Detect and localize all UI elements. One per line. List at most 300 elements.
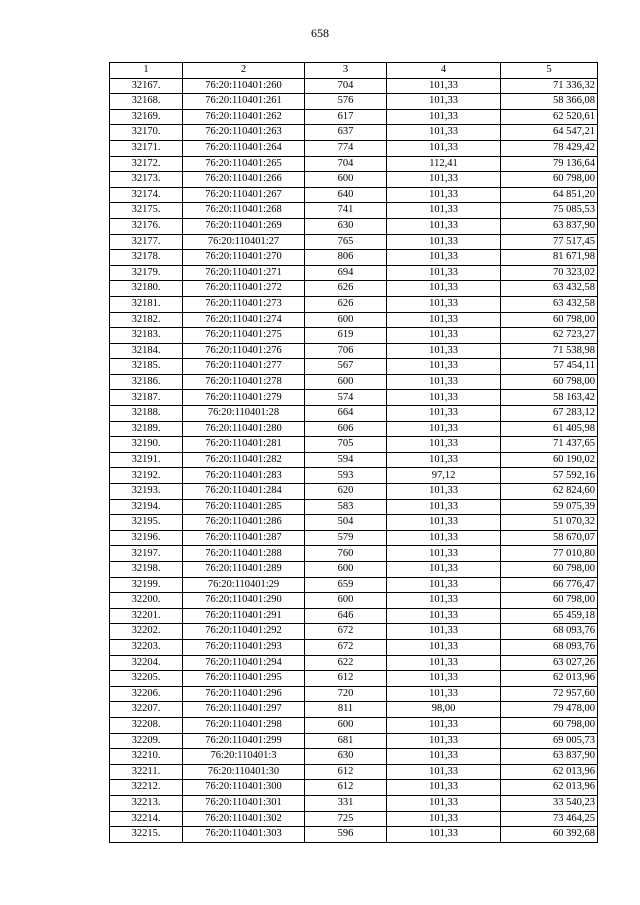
cadastral-number-cell: 76:20:110401:300 bbox=[183, 780, 305, 796]
value-cell: 59 075,39 bbox=[501, 499, 598, 515]
cadastral-number-cell: 76:20:110401:260 bbox=[183, 78, 305, 94]
area-cell: 583 bbox=[305, 499, 387, 515]
row-number-cell: 32191. bbox=[110, 452, 183, 468]
table-row bbox=[110, 140, 598, 156]
rate-cell: 101,33 bbox=[387, 140, 501, 156]
area-cell: 672 bbox=[305, 624, 387, 640]
value-cell: 63 432,58 bbox=[501, 281, 598, 297]
area-cell: 694 bbox=[305, 265, 387, 281]
column-header-1: 1 bbox=[110, 63, 183, 79]
table-row bbox=[110, 374, 598, 390]
rate-cell: 101,33 bbox=[387, 717, 501, 733]
cadastral-number-cell: 76:20:110401:294 bbox=[183, 655, 305, 671]
table-row bbox=[110, 172, 598, 188]
rate-cell: 101,33 bbox=[387, 125, 501, 141]
rate-cell: 101,33 bbox=[387, 515, 501, 531]
value-cell: 60 798,00 bbox=[501, 172, 598, 188]
value-cell: 75 085,53 bbox=[501, 203, 598, 219]
table-row bbox=[110, 312, 598, 328]
area-cell: 596 bbox=[305, 827, 387, 843]
rate-cell: 101,33 bbox=[387, 374, 501, 390]
table-row bbox=[110, 156, 598, 172]
cadastral-number-cell: 76:20:110401:265 bbox=[183, 156, 305, 172]
row-number-cell: 32215. bbox=[110, 827, 183, 843]
rate-cell: 101,33 bbox=[387, 530, 501, 546]
page-number: 658 bbox=[311, 26, 329, 40]
rate-cell: 101,33 bbox=[387, 421, 501, 437]
table-row bbox=[110, 733, 598, 749]
row-number-cell: 32176. bbox=[110, 218, 183, 234]
cadastral-number-cell: 76:20:110401:262 bbox=[183, 109, 305, 125]
value-cell: 71 437,65 bbox=[501, 437, 598, 453]
area-cell: 811 bbox=[305, 702, 387, 718]
rate-cell: 101,33 bbox=[387, 811, 501, 827]
area-cell: 504 bbox=[305, 515, 387, 531]
rate-cell: 101,33 bbox=[387, 671, 501, 687]
table-row bbox=[110, 639, 598, 655]
value-cell: 63 837,90 bbox=[501, 749, 598, 765]
row-number-cell: 32180. bbox=[110, 281, 183, 297]
cadastral-number-cell: 76:20:110401:268 bbox=[183, 203, 305, 219]
data-table bbox=[109, 62, 598, 843]
cadastral-number-cell: 76:20:110401:286 bbox=[183, 515, 305, 531]
value-cell: 72 957,60 bbox=[501, 686, 598, 702]
rate-cell: 101,33 bbox=[387, 764, 501, 780]
rate-cell: 101,33 bbox=[387, 452, 501, 468]
rate-cell: 101,33 bbox=[387, 577, 501, 593]
area-cell: 806 bbox=[305, 250, 387, 266]
row-number-cell: 32170. bbox=[110, 125, 183, 141]
value-cell: 62 824,60 bbox=[501, 484, 598, 500]
rate-cell: 101,33 bbox=[387, 390, 501, 406]
cadastral-number-cell: 76:20:110401:28 bbox=[183, 406, 305, 422]
area-cell: 741 bbox=[305, 203, 387, 219]
value-cell: 71 336,32 bbox=[501, 78, 598, 94]
cadastral-number-cell: 76:20:110401:292 bbox=[183, 624, 305, 640]
cadastral-number-cell: 76:20:110401:288 bbox=[183, 546, 305, 562]
row-number-cell: 32190. bbox=[110, 437, 183, 453]
area-cell: 622 bbox=[305, 655, 387, 671]
table-row bbox=[110, 624, 598, 640]
rate-cell: 101,33 bbox=[387, 827, 501, 843]
table-row bbox=[110, 390, 598, 406]
cadastral-number-cell: 76:20:110401:269 bbox=[183, 218, 305, 234]
area-cell: 705 bbox=[305, 437, 387, 453]
rate-cell: 101,33 bbox=[387, 343, 501, 359]
rate-cell: 101,33 bbox=[387, 546, 501, 562]
area-cell: 630 bbox=[305, 218, 387, 234]
value-cell: 60 798,00 bbox=[501, 593, 598, 609]
rate-cell: 101,33 bbox=[387, 406, 501, 422]
cadastral-number-cell: 76:20:110401:296 bbox=[183, 686, 305, 702]
value-cell: 60 798,00 bbox=[501, 312, 598, 328]
value-cell: 62 723,27 bbox=[501, 328, 598, 344]
table-row bbox=[110, 484, 598, 500]
rate-cell: 101,33 bbox=[387, 655, 501, 671]
cadastral-number-cell: 76:20:110401:30 bbox=[183, 764, 305, 780]
area-cell: 646 bbox=[305, 608, 387, 624]
area-cell: 600 bbox=[305, 562, 387, 578]
rate-cell: 101,33 bbox=[387, 172, 501, 188]
value-cell: 79 478,00 bbox=[501, 702, 598, 718]
cadastral-number-cell: 76:20:110401:279 bbox=[183, 390, 305, 406]
table-row bbox=[110, 515, 598, 531]
area-cell: 612 bbox=[305, 780, 387, 796]
row-number-cell: 32198. bbox=[110, 562, 183, 578]
cadastral-number-cell: 76:20:110401:274 bbox=[183, 312, 305, 328]
table-row bbox=[110, 296, 598, 312]
area-cell: 579 bbox=[305, 530, 387, 546]
table-row bbox=[110, 234, 598, 250]
cadastral-number-cell: 76:20:110401:299 bbox=[183, 733, 305, 749]
rate-cell: 101,33 bbox=[387, 795, 501, 811]
column-header-5: 5 bbox=[501, 63, 598, 79]
table-row bbox=[110, 437, 598, 453]
cadastral-number-cell: 76:20:110401:27 bbox=[183, 234, 305, 250]
rate-cell: 101,33 bbox=[387, 484, 501, 500]
row-number-cell: 32179. bbox=[110, 265, 183, 281]
table-row bbox=[110, 749, 598, 765]
area-cell: 637 bbox=[305, 125, 387, 141]
table-row bbox=[110, 702, 598, 718]
cadastral-number-cell: 76:20:110401:3 bbox=[183, 749, 305, 765]
value-cell: 71 538,98 bbox=[501, 343, 598, 359]
value-cell: 79 136,64 bbox=[501, 156, 598, 172]
rate-cell: 101,33 bbox=[387, 281, 501, 297]
area-cell: 681 bbox=[305, 733, 387, 749]
rate-cell: 101,33 bbox=[387, 749, 501, 765]
rate-cell: 101,33 bbox=[387, 265, 501, 281]
row-number-cell: 32196. bbox=[110, 530, 183, 546]
table-row bbox=[110, 827, 598, 843]
cadastral-number-cell: 76:20:110401:264 bbox=[183, 140, 305, 156]
rate-cell: 101,33 bbox=[387, 593, 501, 609]
row-number-cell: 32177. bbox=[110, 234, 183, 250]
area-cell: 760 bbox=[305, 546, 387, 562]
row-number-cell: 32202. bbox=[110, 624, 183, 640]
value-cell: 69 005,73 bbox=[501, 733, 598, 749]
table-row bbox=[110, 406, 598, 422]
area-cell: 612 bbox=[305, 671, 387, 687]
area-cell: 600 bbox=[305, 593, 387, 609]
area-cell: 765 bbox=[305, 234, 387, 250]
value-cell: 63 027,26 bbox=[501, 655, 598, 671]
value-cell: 81 671,98 bbox=[501, 250, 598, 266]
row-number-cell: 32185. bbox=[110, 359, 183, 375]
table-row bbox=[110, 78, 598, 94]
value-cell: 78 429,42 bbox=[501, 140, 598, 156]
row-number-cell: 32195. bbox=[110, 515, 183, 531]
row-number-cell: 32186. bbox=[110, 374, 183, 390]
row-number-cell: 32203. bbox=[110, 639, 183, 655]
rate-cell: 112,41 bbox=[387, 156, 501, 172]
table-row bbox=[110, 671, 598, 687]
table-row bbox=[110, 608, 598, 624]
row-number-cell: 32167. bbox=[110, 78, 183, 94]
rate-cell: 97,12 bbox=[387, 468, 501, 484]
area-cell: 626 bbox=[305, 296, 387, 312]
rate-cell: 101,33 bbox=[387, 109, 501, 125]
cadastral-number-cell: 76:20:110401:276 bbox=[183, 343, 305, 359]
rate-cell: 98,00 bbox=[387, 702, 501, 718]
rate-cell: 101,33 bbox=[387, 250, 501, 266]
row-number-cell: 32194. bbox=[110, 499, 183, 515]
rate-cell: 101,33 bbox=[387, 328, 501, 344]
area-cell: 620 bbox=[305, 484, 387, 500]
cadastral-number-cell: 76:20:110401:267 bbox=[183, 187, 305, 203]
value-cell: 63 837,90 bbox=[501, 218, 598, 234]
table-row bbox=[110, 250, 598, 266]
cadastral-number-cell: 76:20:110401:295 bbox=[183, 671, 305, 687]
value-cell: 77 010,80 bbox=[501, 546, 598, 562]
column-header-4: 4 bbox=[387, 63, 501, 79]
value-cell: 67 283,12 bbox=[501, 406, 598, 422]
value-cell: 62 013,96 bbox=[501, 780, 598, 796]
row-number-cell: 32188. bbox=[110, 406, 183, 422]
row-number-cell: 32178. bbox=[110, 250, 183, 266]
cadastral-number-cell: 76:20:110401:287 bbox=[183, 530, 305, 546]
value-cell: 57 454,11 bbox=[501, 359, 598, 375]
cadastral-number-cell: 76:20:110401:271 bbox=[183, 265, 305, 281]
cadastral-number-cell: 76:20:110401:293 bbox=[183, 639, 305, 655]
cadastral-number-cell: 76:20:110401:263 bbox=[183, 125, 305, 141]
rate-cell: 101,33 bbox=[387, 94, 501, 110]
cadastral-number-cell: 76:20:110401:290 bbox=[183, 593, 305, 609]
area-cell: 331 bbox=[305, 795, 387, 811]
row-number-cell: 32168. bbox=[110, 94, 183, 110]
area-cell: 640 bbox=[305, 187, 387, 203]
cadastral-number-cell: 76:20:110401:281 bbox=[183, 437, 305, 453]
row-number-cell: 32214. bbox=[110, 811, 183, 827]
cadastral-number-cell: 76:20:110401:29 bbox=[183, 577, 305, 593]
row-number-cell: 32199. bbox=[110, 577, 183, 593]
value-cell: 58 163,42 bbox=[501, 390, 598, 406]
table-row bbox=[110, 125, 598, 141]
rate-cell: 101,33 bbox=[387, 639, 501, 655]
row-number-cell: 32181. bbox=[110, 296, 183, 312]
value-cell: 60 798,00 bbox=[501, 562, 598, 578]
cadastral-number-cell: 76:20:110401:302 bbox=[183, 811, 305, 827]
table-row bbox=[110, 452, 598, 468]
row-number-cell: 32175. bbox=[110, 203, 183, 219]
cadastral-number-cell: 76:20:110401:280 bbox=[183, 421, 305, 437]
area-cell: 612 bbox=[305, 764, 387, 780]
area-cell: 600 bbox=[305, 312, 387, 328]
table-row bbox=[110, 328, 598, 344]
rate-cell: 101,33 bbox=[387, 296, 501, 312]
value-cell: 64 547,21 bbox=[501, 125, 598, 141]
row-number-cell: 32200. bbox=[110, 593, 183, 609]
rate-cell: 101,33 bbox=[387, 78, 501, 94]
cadastral-number-cell: 76:20:110401:303 bbox=[183, 827, 305, 843]
row-number-cell: 32206. bbox=[110, 686, 183, 702]
rate-cell: 101,33 bbox=[387, 437, 501, 453]
area-cell: 720 bbox=[305, 686, 387, 702]
row-number-cell: 32193. bbox=[110, 484, 183, 500]
row-number-cell: 32184. bbox=[110, 343, 183, 359]
row-number-cell: 32169. bbox=[110, 109, 183, 125]
area-cell: 774 bbox=[305, 140, 387, 156]
value-cell: 68 093,76 bbox=[501, 624, 598, 640]
row-number-cell: 32208. bbox=[110, 717, 183, 733]
table-row bbox=[110, 577, 598, 593]
area-cell: 704 bbox=[305, 156, 387, 172]
area-cell: 617 bbox=[305, 109, 387, 125]
value-cell: 62 013,96 bbox=[501, 764, 598, 780]
cadastral-number-cell: 76:20:110401:278 bbox=[183, 374, 305, 390]
row-number-cell: 32212. bbox=[110, 780, 183, 796]
table-row bbox=[110, 717, 598, 733]
value-cell: 60 392,68 bbox=[501, 827, 598, 843]
cadastral-number-cell: 76:20:110401:298 bbox=[183, 717, 305, 733]
column-header-2: 2 bbox=[183, 63, 305, 79]
table-row bbox=[110, 530, 598, 546]
table-row bbox=[110, 795, 598, 811]
value-cell: 60 798,00 bbox=[501, 374, 598, 390]
cadastral-number-cell: 76:20:110401:297 bbox=[183, 702, 305, 718]
table-row bbox=[110, 421, 598, 437]
value-cell: 66 776,47 bbox=[501, 577, 598, 593]
table-row bbox=[110, 546, 598, 562]
table-row bbox=[110, 359, 598, 375]
table-header-row bbox=[110, 63, 598, 79]
row-number-cell: 32207. bbox=[110, 702, 183, 718]
value-cell: 62 520,61 bbox=[501, 109, 598, 125]
column-header-3: 3 bbox=[305, 63, 387, 79]
value-cell: 60 798,00 bbox=[501, 717, 598, 733]
rate-cell: 101,33 bbox=[387, 187, 501, 203]
area-cell: 576 bbox=[305, 94, 387, 110]
value-cell: 60 190,02 bbox=[501, 452, 598, 468]
rate-cell: 101,33 bbox=[387, 312, 501, 328]
row-number-cell: 32204. bbox=[110, 655, 183, 671]
table-row bbox=[110, 686, 598, 702]
value-cell: 62 013,96 bbox=[501, 671, 598, 687]
rate-cell: 101,33 bbox=[387, 359, 501, 375]
table-row bbox=[110, 499, 598, 515]
area-cell: 600 bbox=[305, 374, 387, 390]
row-number-cell: 32171. bbox=[110, 140, 183, 156]
area-cell: 567 bbox=[305, 359, 387, 375]
row-number-cell: 32197. bbox=[110, 546, 183, 562]
rate-cell: 101,33 bbox=[387, 218, 501, 234]
rate-cell: 101,33 bbox=[387, 780, 501, 796]
area-cell: 593 bbox=[305, 468, 387, 484]
row-number-cell: 32187. bbox=[110, 390, 183, 406]
area-cell: 574 bbox=[305, 390, 387, 406]
table-row bbox=[110, 203, 598, 219]
cadastral-number-cell: 76:20:110401:275 bbox=[183, 328, 305, 344]
row-number-cell: 32205. bbox=[110, 671, 183, 687]
area-cell: 704 bbox=[305, 78, 387, 94]
row-number-cell: 32209. bbox=[110, 733, 183, 749]
area-cell: 664 bbox=[305, 406, 387, 422]
cadastral-number-cell: 76:20:110401:273 bbox=[183, 296, 305, 312]
cadastral-number-cell: 76:20:110401:266 bbox=[183, 172, 305, 188]
table-row bbox=[110, 218, 598, 234]
table-row bbox=[110, 780, 598, 796]
table-row bbox=[110, 94, 598, 110]
row-number-cell: 32211. bbox=[110, 764, 183, 780]
row-number-cell: 32182. bbox=[110, 312, 183, 328]
rate-cell: 101,33 bbox=[387, 234, 501, 250]
area-cell: 630 bbox=[305, 749, 387, 765]
value-cell: 63 432,58 bbox=[501, 296, 598, 312]
area-cell: 600 bbox=[305, 717, 387, 733]
row-number-cell: 32172. bbox=[110, 156, 183, 172]
value-cell: 51 070,32 bbox=[501, 515, 598, 531]
area-cell: 672 bbox=[305, 639, 387, 655]
table-row bbox=[110, 265, 598, 281]
table-row bbox=[110, 655, 598, 671]
value-cell: 58 670,07 bbox=[501, 530, 598, 546]
table-row bbox=[110, 343, 598, 359]
value-cell: 33 540,23 bbox=[501, 795, 598, 811]
cadastral-number-cell: 76:20:110401:282 bbox=[183, 452, 305, 468]
cadastral-number-cell: 76:20:110401:289 bbox=[183, 562, 305, 578]
cadastral-number-cell: 76:20:110401:291 bbox=[183, 608, 305, 624]
area-cell: 725 bbox=[305, 811, 387, 827]
value-cell: 77 517,45 bbox=[501, 234, 598, 250]
cadastral-number-cell: 76:20:110401:277 bbox=[183, 359, 305, 375]
table-row bbox=[110, 562, 598, 578]
table-row bbox=[110, 281, 598, 297]
table-row bbox=[110, 468, 598, 484]
rate-cell: 101,33 bbox=[387, 562, 501, 578]
value-cell: 70 323,02 bbox=[501, 265, 598, 281]
area-cell: 659 bbox=[305, 577, 387, 593]
value-cell: 68 093,76 bbox=[501, 639, 598, 655]
cadastral-number-cell: 76:20:110401:283 bbox=[183, 468, 305, 484]
rate-cell: 101,33 bbox=[387, 499, 501, 515]
row-number-cell: 32213. bbox=[110, 795, 183, 811]
value-cell: 65 459,18 bbox=[501, 608, 598, 624]
rate-cell: 101,33 bbox=[387, 733, 501, 749]
row-number-cell: 32174. bbox=[110, 187, 183, 203]
table-row bbox=[110, 187, 598, 203]
rate-cell: 101,33 bbox=[387, 203, 501, 219]
table-row bbox=[110, 764, 598, 780]
cadastral-number-cell: 76:20:110401:301 bbox=[183, 795, 305, 811]
row-number-cell: 32192. bbox=[110, 468, 183, 484]
table-body bbox=[110, 78, 598, 842]
row-number-cell: 32189. bbox=[110, 421, 183, 437]
cadastral-number-cell: 76:20:110401:261 bbox=[183, 94, 305, 110]
row-number-cell: 32201. bbox=[110, 608, 183, 624]
cadastral-number-cell: 76:20:110401:284 bbox=[183, 484, 305, 500]
cadastral-number-cell: 76:20:110401:285 bbox=[183, 499, 305, 515]
value-cell: 64 851,20 bbox=[501, 187, 598, 203]
area-cell: 594 bbox=[305, 452, 387, 468]
value-cell: 61 405,98 bbox=[501, 421, 598, 437]
value-cell: 57 592,16 bbox=[501, 468, 598, 484]
table-row bbox=[110, 109, 598, 125]
area-cell: 600 bbox=[305, 172, 387, 188]
area-cell: 606 bbox=[305, 421, 387, 437]
value-cell: 73 464,25 bbox=[501, 811, 598, 827]
row-number-cell: 32173. bbox=[110, 172, 183, 188]
area-cell: 619 bbox=[305, 328, 387, 344]
rate-cell: 101,33 bbox=[387, 624, 501, 640]
cadastral-number-cell: 76:20:110401:270 bbox=[183, 250, 305, 266]
rate-cell: 101,33 bbox=[387, 608, 501, 624]
row-number-cell: 32210. bbox=[110, 749, 183, 765]
table-row bbox=[110, 811, 598, 827]
value-cell: 58 366,08 bbox=[501, 94, 598, 110]
table-row bbox=[110, 593, 598, 609]
rate-cell: 101,33 bbox=[387, 686, 501, 702]
cadastral-number-cell: 76:20:110401:272 bbox=[183, 281, 305, 297]
